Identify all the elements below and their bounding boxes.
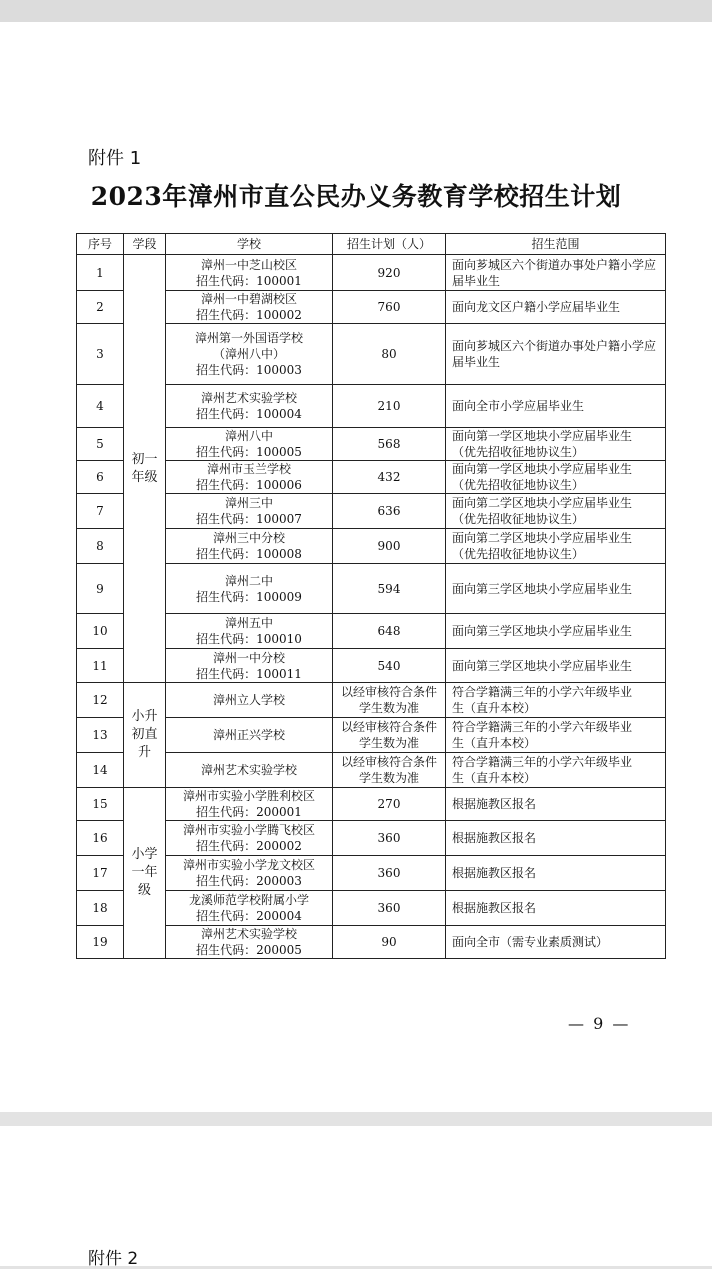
viewer-top-band [0,0,712,22]
table-row [77,255,666,291]
plan-cell: 以经审核符合条件 学生数为准 [333,683,446,718]
school-cell: 漳州第一外国语学校 （漳州八中） 招生代码：100003 [166,324,333,385]
plan-cell: 432 [333,461,446,494]
school-cell: 漳州正兴学校 [166,718,333,753]
scope-cell: 面向第一学区地块小学应届毕业生 （优先招收征地协议生） [446,461,666,494]
table-row [77,821,666,856]
school-cell: 漳州市实验小学腾飞校区 招生代码：200002 [166,821,333,856]
plan-cell: 900 [333,529,446,564]
school-cell: 漳州五中 招生代码：100010 [166,614,333,649]
school-cell: 漳州一中芝山校区 招生代码：100001 [166,255,333,291]
scope-cell: 面向第三学区地块小学应届毕业生 [446,564,666,614]
table-row [77,385,666,428]
school-cell: 漳州艺术实验学校 招生代码：200005 [166,926,333,959]
plan-cell: 594 [333,564,446,614]
scope-cell: 根据施教区报名 [446,856,666,891]
table-row [77,529,666,564]
school-cell: 漳州市实验小学胜利校区 招生代码：200001 [166,788,333,821]
table-row [77,683,666,718]
row-no: 13 [77,718,124,753]
scope-cell: 面向第三学区地块小学应届毕业生 [446,614,666,649]
row-no: 9 [77,564,124,614]
page-title: 2023年漳州市直公民办义务教育学校招生计划 [90,182,622,211]
plan-cell: 648 [333,614,446,649]
scope-cell: 面向第二学区地块小学应届毕业生 （优先招收征地协议生） [446,529,666,564]
row-no: 18 [77,891,124,926]
scope-cell: 面向全市（需专业素质测试） [446,926,666,959]
scope-cell: 根据施教区报名 [446,821,666,856]
plan-cell: 90 [333,926,446,959]
plan-cell: 360 [333,821,446,856]
table-row [77,753,666,788]
scope-cell: 面向芗城区六个街道办事处户籍小学应届毕业生 [446,324,666,385]
row-no: 4 [77,385,124,428]
stage-cell-grade7: 初一 年级 [124,255,166,683]
plan-cell: 80 [333,324,446,385]
header-scope: 招生范围 [446,234,666,255]
table-row [77,564,666,614]
row-no: 1 [77,255,124,291]
row-no: 17 [77,856,124,891]
row-no: 3 [77,324,124,385]
table-row [77,926,666,959]
school-cell: 漳州市实验小学龙文校区 招生代码：200003 [166,856,333,891]
row-no: 8 [77,529,124,564]
enrollment-plan-table [76,233,666,959]
table-header-row [77,234,666,255]
scope-cell: 面向第一学区地块小学应届毕业生 （优先招收征地协议生） [446,428,666,461]
table-row [77,461,666,494]
row-no: 19 [77,926,124,959]
row-no: 10 [77,614,124,649]
row-no: 7 [77,494,124,529]
scope-cell: 符合学籍满三年的小学六年级毕业 生（直升本校） [446,683,666,718]
plan-cell: 636 [333,494,446,529]
plan-cell: 760 [333,291,446,324]
plan-cell: 210 [333,385,446,428]
scope-cell: 面向芗城区六个街道办事处户籍小学应届毕业生 [446,255,666,291]
school-cell: 漳州艺术实验学校 [166,753,333,788]
scope-cell: 根据施教区报名 [446,891,666,926]
document-page-1 [0,22,712,1112]
scope-cell: 面向第二学区地块小学应届毕业生 （优先招收征地协议生） [446,494,666,529]
header-school: 学校 [166,234,333,255]
scope-cell: 根据施教区报名 [446,788,666,821]
scope-cell: 符合学籍满三年的小学六年级毕业 生（直升本校） [446,718,666,753]
school-cell: 漳州八中 招生代码：100005 [166,428,333,461]
school-cell: 漳州市玉兰学校 招生代码：100006 [166,461,333,494]
plan-cell: 以经审核符合条件 学生数为准 [333,718,446,753]
table-row [77,291,666,324]
plan-cell: 以经审核符合条件 学生数为准 [333,753,446,788]
scope-cell: 符合学籍满三年的小学六年级毕业 生（直升本校） [446,753,666,788]
plan-cell: 360 [333,891,446,926]
plan-cell: 540 [333,649,446,683]
row-no: 6 [77,461,124,494]
scope-cell: 面向龙文区户籍小学应届毕业生 [446,291,666,324]
stage-cell-direct-promotion: 小升 初直 升 [124,683,166,788]
table-row [77,494,666,529]
table-row [77,324,666,385]
school-cell: 龙溪师范学校附属小学 招生代码：200004 [166,891,333,926]
header-stage: 学段 [124,234,166,255]
stage-cell-grade1: 小学 一年 级 [124,788,166,959]
table-row [77,649,666,683]
table-row [77,788,666,821]
header-plan: 招生计划（人） [333,234,446,255]
scope-cell: 面向第三学区地块小学应届毕业生 [446,649,666,683]
school-cell: 漳州二中 招生代码：100009 [166,564,333,614]
row-no: 2 [77,291,124,324]
annex-label-2: 附件 2 [88,1249,139,1269]
header-no: 序号 [77,234,124,255]
plan-cell: 568 [333,428,446,461]
school-cell: 漳州三中分校 招生代码：100008 [166,529,333,564]
table-row [77,614,666,649]
school-cell: 漳州一中分校 招生代码：100011 [166,649,333,683]
row-no: 16 [77,821,124,856]
row-no: 5 [77,428,124,461]
scope-cell: 面向全市小学应届毕业生 [446,385,666,428]
school-cell: 漳州艺术实验学校 招生代码：100004 [166,385,333,428]
plan-cell: 920 [333,255,446,291]
plan-cell: 360 [333,856,446,891]
table-row [77,428,666,461]
school-cell: 漳州一中碧湖校区 招生代码：100002 [166,291,333,324]
school-cell: 漳州三中 招生代码：100007 [166,494,333,529]
plan-cell: 270 [333,788,446,821]
school-cell: 漳州立人学校 [166,683,333,718]
table-row [77,891,666,926]
annex-label: 附件 1 [88,148,142,169]
row-no: 12 [77,683,124,718]
row-no: 15 [77,788,124,821]
table-row [77,856,666,891]
document-page-2 [0,1126,712,1269]
row-no: 14 [77,753,124,788]
page-number: — 9 — [568,1014,631,1033]
table-row [77,718,666,753]
row-no: 11 [77,649,124,683]
